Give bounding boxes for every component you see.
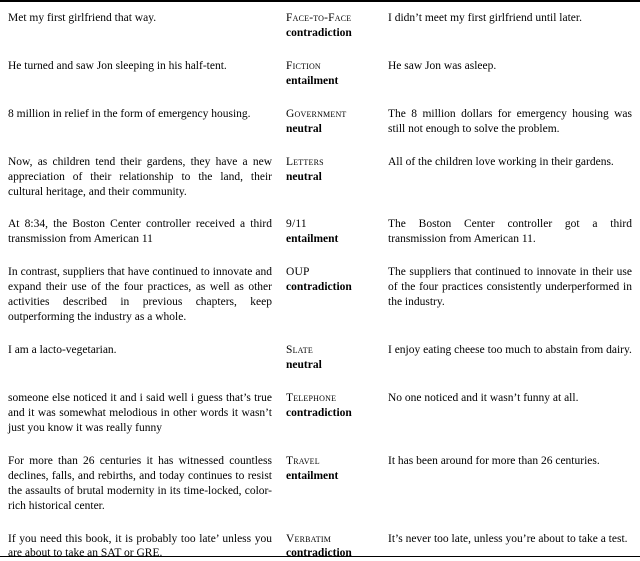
genre-name: Travel: [286, 454, 374, 469]
premise-cell: In contrast, suppliers that have continued to innovate and expand their use of the four practices, as well as other activities described in previous chapters, keep outperforming the industry as a whole.: [8, 265, 272, 325]
genre-name: Government: [286, 107, 374, 122]
genre-cell: [286, 454, 374, 514]
genre-cell: [286, 343, 374, 373]
genre-cell: [286, 265, 374, 325]
hypothesis-cell: No one noticed and it wasn’t funny at all.: [388, 391, 632, 436]
table-row: [8, 391, 632, 436]
premise-cell: Met my first girlfriend that way.: [8, 11, 272, 41]
genre-cell: [286, 391, 374, 436]
hypothesis-cell: He saw Jon was asleep.: [388, 59, 632, 89]
genre-name: Letters: [286, 155, 374, 170]
table-row: [8, 155, 632, 200]
genre-cell: [286, 59, 374, 89]
premise-cell: At 8:34, the Boston Center controller received a third transmission from American 11: [8, 217, 272, 247]
genre-cell: [286, 155, 374, 200]
table-row: [8, 217, 632, 247]
table-row: [8, 454, 632, 514]
hypothesis-cell: It has been around for more than 26 centuries.: [388, 454, 632, 514]
premise-cell: Now, as children tend their gardens, they have a new appreciation of their relationship to the land, their cultural heritage, and their community.: [8, 155, 272, 200]
genre-name: Verbatim: [286, 532, 374, 547]
table-row: [8, 59, 632, 89]
hypothesis-cell: I enjoy eating cheese too much to abstain from dairy.: [388, 343, 632, 373]
relation-label: entailment: [286, 74, 374, 89]
genre-cell: [286, 11, 374, 41]
table-row: [8, 107, 632, 137]
table-row: [8, 11, 632, 41]
hypothesis-cell: The 8 million dollars for emergency housing was still not enough to solve the problem.: [388, 107, 632, 137]
relation-label: contradiction: [286, 280, 374, 295]
relation-label: neutral: [286, 170, 374, 185]
genre-cell: [286, 107, 374, 137]
hypothesis-cell: All of the children love working in their gardens.: [388, 155, 632, 200]
premise-cell: He turned and saw Jon sleeping in his half-tent.: [8, 59, 272, 89]
relation-label: contradiction: [286, 406, 374, 421]
relation-label: contradiction: [286, 26, 374, 41]
relation-label: entailment: [286, 469, 374, 484]
relation-label: contradiction: [286, 546, 374, 561]
genre-name: Fiction: [286, 59, 374, 74]
genre-name: Slate: [286, 343, 374, 358]
relation-label: entailment: [286, 232, 374, 247]
hypothesis-cell: The suppliers that continued to innovate in their use of the four practices consistently underperformed in the industry.: [388, 265, 632, 325]
hypothesis-cell: I didn’t meet my first girlfriend until later.: [388, 11, 632, 41]
hypothesis-cell: The Boston Center controller got a third transmission from American 11.: [388, 217, 632, 247]
genre-name: 9/11: [286, 217, 374, 232]
genre-name: Telephone: [286, 391, 374, 406]
genre-cell: [286, 217, 374, 247]
table-row: [8, 343, 632, 373]
premise-cell: If you need this book, it is probably too late’ unless you are about to take an SAT or GRE.: [8, 532, 272, 561]
premise-cell: 8 million in relief in the form of emergency housing.: [8, 107, 272, 137]
premise-cell: For more than 26 centuries it has witnessed countless declines, falls, and rebirths, and today continues to resist the assaults of brutal modernity in its time-locked, color-rich historical center.: [8, 454, 272, 514]
genre-name: OUP: [286, 265, 374, 280]
relation-label: neutral: [286, 358, 374, 373]
genre-name: Face-to-Face: [286, 11, 374, 26]
relation-label: neutral: [286, 122, 374, 137]
table-row: [8, 265, 632, 325]
hypothesis-cell: It’s never too late, unless you’re about to take a test.: [388, 532, 632, 561]
premise-cell: someone else noticed it and i said well i guess that’s true and it was somewhat melodious in other words it wasn’t just you know it was really funny: [8, 391, 272, 436]
premise-cell: I am a lacto-vegetarian.: [8, 343, 272, 373]
